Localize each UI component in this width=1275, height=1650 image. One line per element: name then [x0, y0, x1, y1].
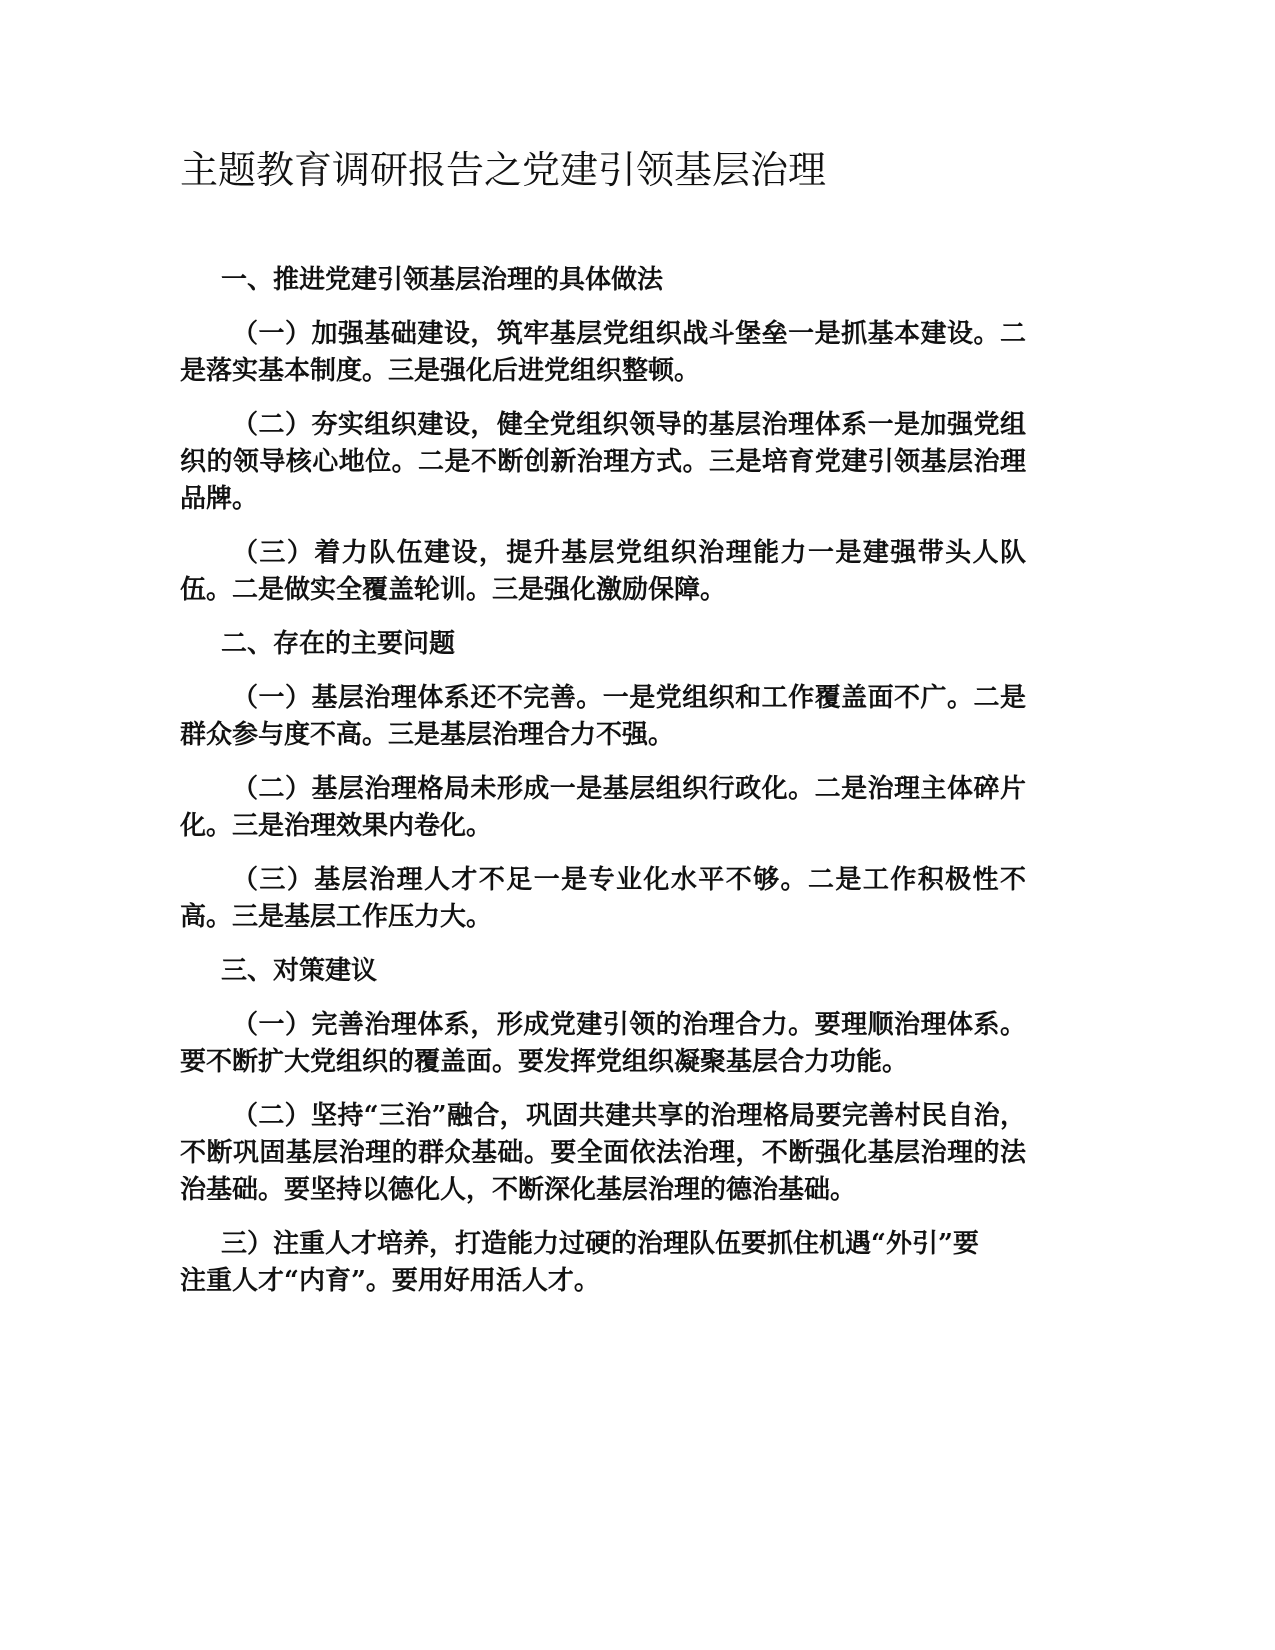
paragraph-2-2: （二）基层治理格局未形成一是基层组织行政化。二是治理主体碎片化。三是治理效果内卷化。	[180, 774, 1026, 841]
paragraph-3-1: （一）完善治理体系，形成党建引领的治理合力。要理顺治理体系。要不断扩大党组织的覆盖面。要发挥党组织凝聚基层合力功能。	[180, 1010, 1026, 1077]
paragraph-1-3: （三）着力队伍建设，提升基层党组织治理能力一是建强带头人队伍。二是做实全覆盖轮训。三是强化激励保障。	[180, 538, 1026, 605]
paragraph-2-1: （一）基层治理体系还不完善。一是党组织和工作覆盖面不广。二是群众参与度不高。三是基层治理合力不强。	[180, 683, 1026, 750]
section-heading-1: 一、推进党建引领基层治理的具体做法	[221, 265, 664, 295]
section-heading-3: 三、对策建议	[221, 956, 378, 986]
paragraph-1-1: （一）加强基础建设，筑牢基层党组织战斗堡垒一是抓基本建设。二是落实基本制度。三是强化后进党组织整顿。	[180, 319, 1026, 386]
paragraph-3-3: 三）注重人才培养，打造能力过硬的治理队伍要抓住机遇“外引”要注重人才“内育”。要用好用活人才。	[180, 1229, 979, 1296]
document-title: 主题教育调研报告之党建引领基层治理	[180, 148, 827, 192]
paragraph-1-2: （二）夯实组织建设，健全党组织领导的基层治理体系一是加强党组织的领导核心地位。二是不断创新治理方式。三是培育党建引领基层治理品牌。	[180, 410, 1026, 514]
document-body	[180, 262, 1026, 1317]
paragraph-2-3: （三）基层治理人才不足一是专业化水平不够。二是工作积极性不高。三是基层工作压力大。	[180, 865, 1026, 932]
section-heading-2: 二、存在的主要问题	[221, 629, 456, 659]
paragraph-3-2: （二）坚持“三治”融合，巩固共建共享的治理格局要完善村民自治，不断巩固基层治理的群众基础。要全面依法治理，不断强化基层治理的法治基础。要坚持以德化人，不断深化基层治理的德治基础。	[180, 1101, 1026, 1205]
